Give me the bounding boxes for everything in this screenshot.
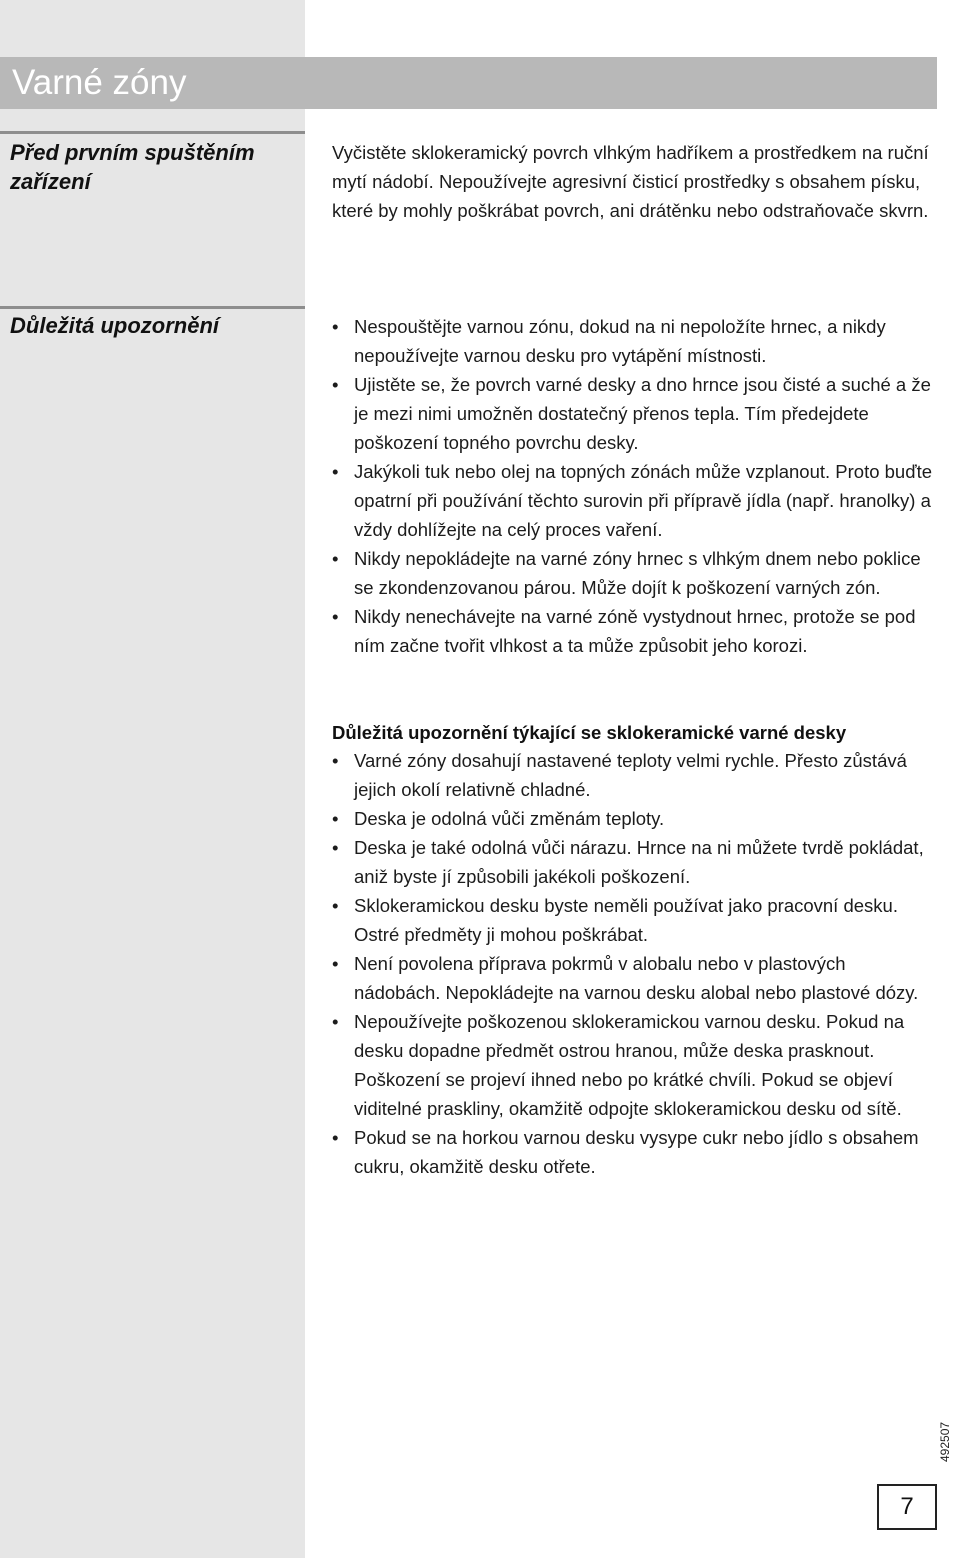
list-item: • Varné zóny dosahují nastavené teploty velmi rychle. Přesto zůstává jejich okolí relativně chladné. (332, 746, 937, 804)
section-divider (0, 131, 305, 134)
document-number: 492507 (938, 1421, 952, 1463)
list-item: • Deska je odolná vůči změnám teploty. (332, 804, 937, 833)
list-item: • Sklokeramickou desku byste neměli používat jako pracovní desku. Ostré předměty ji mohou poškrábat. (332, 891, 937, 949)
glass-ceramic-list (332, 746, 937, 1181)
first-use-text: Vyčistěte sklokeramický povrch vlhkým hadříkem a prostředkem na ruční mytí nádobí. Nepoužívejte agresivní čisticí prostředky s obsahem písku, které by mohly poškrábat povrch, ani drátěnku nebo odstraňovače skvrn. (332, 142, 929, 221)
sidebar-panel (0, 0, 305, 1558)
list-item: • Nepoužívejte poškozenou sklokeramickou varnou desku. Pokud na desku dopadne předmět ostrou hranou, může deska prasknout. Poškození se projeví ihned nebo po krátké chvíli. Pokud se objeví viditelné praskliny, okamžitě odpojte sklokeramickou desku od sítě. (332, 1007, 937, 1123)
important-notes-list (332, 312, 937, 660)
section-label-first-use: Před prvním spuštěním zařízení (10, 140, 255, 194)
section-label-important-notes: Důležitá upozornění (10, 313, 219, 338)
list-item: • Nikdy nenechávejte na varné zóně vystydnout hrnec, protože se pod ním začne tvořit vlhkost a ta může způsobit jeho korozi. (332, 602, 937, 660)
list-item: • Pokud se na horkou varnou desku vysype cukr nebo jídlo s obsahem cukru, okamžitě desku otřete. (332, 1123, 937, 1181)
title-bar (0, 57, 937, 109)
page-number: 7 (877, 1484, 937, 1530)
list-item: • Nikdy nepokládejte na varné zóny hrnec s vlhkým dnem nebo poklice se zkondenzovanou párou. Může dojít k poškození varných zón. (332, 544, 937, 602)
list-item: • Není povolena příprava pokrmů v alobalu nebo v plastových nádobách. Nepokládejte na varnou desku alobal nebo plastové dózy. (332, 949, 937, 1007)
list-item: • Jakýkoli tuk nebo olej na topných zónách může vzplanout. Proto buďte opatrní při používání těchto surovin při přípravě jídla (např. hranolky) a vždy dohlížejte na celý proces vaření. (332, 457, 937, 544)
list-item: • Deska je také odolná vůči nárazu. Hrnce na ni můžete tvrdě pokládat, aniž byste jí způsobili jakékoli poškození. (332, 833, 937, 891)
list-item: • Nespouštějte varnou zónu, dokud na ni nepoložíte hrnec, a nikdy nepoužívejte varnou desku pro vytápění místnosti. (332, 312, 937, 370)
glass-ceramic-heading: Důležitá upozornění týkající se sklokeramické varné desky (332, 722, 847, 743)
section-divider (0, 306, 305, 309)
list-item: • Ujistěte se, že povrch varné desky a dno hrnce jsou čisté a suché a že je mezi nimi umožněn dostatečný přenos tepla. Tím předejdete poškození topného povrchu desky. (332, 370, 937, 457)
page-title: Varné zóny (12, 63, 187, 102)
